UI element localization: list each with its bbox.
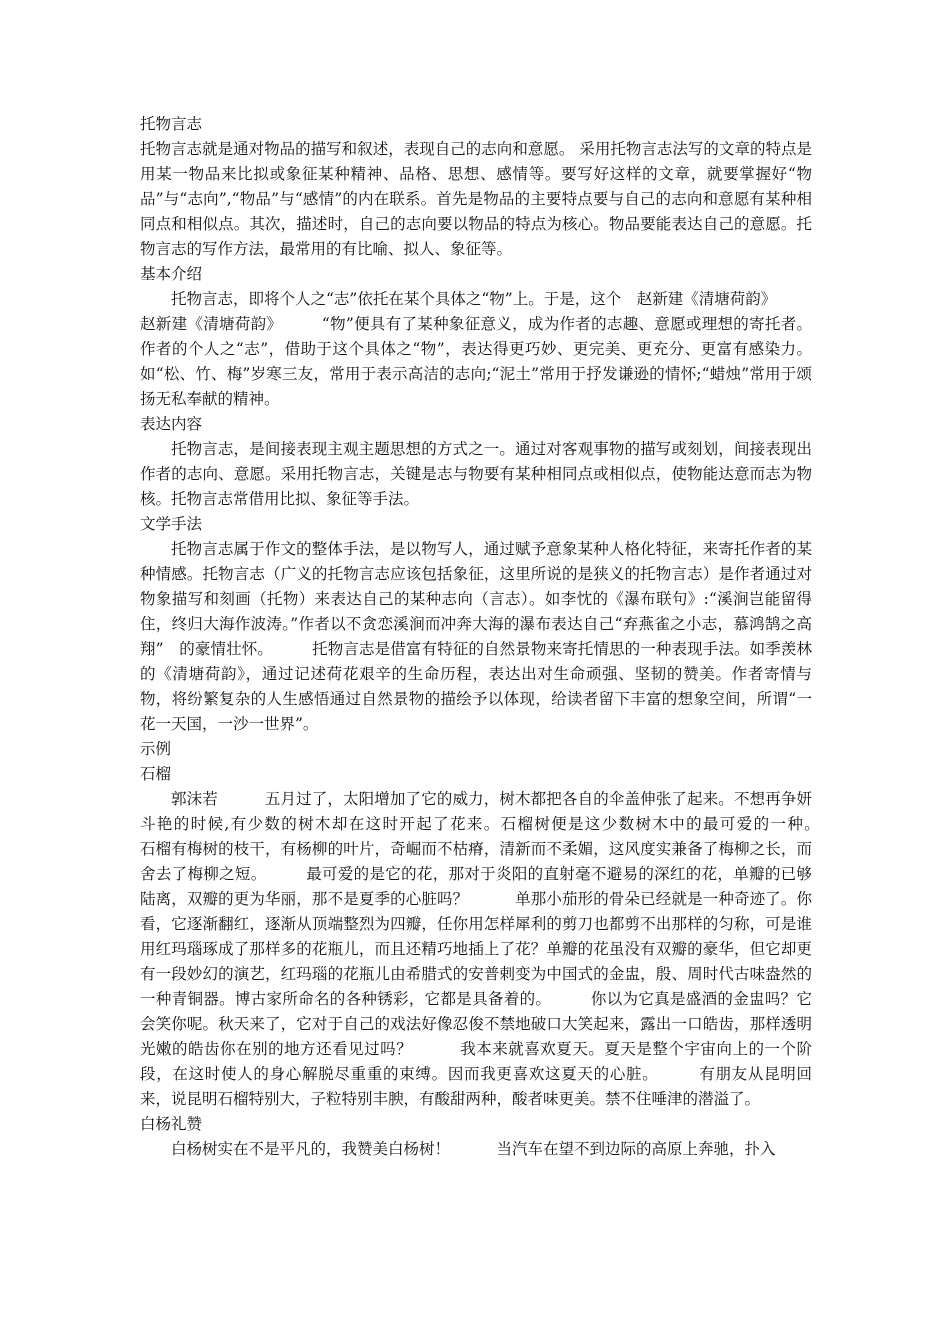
section-title-wenxue: 文学手法 [140,515,203,533]
section-body-baiyang: 白杨树实在不是平凡的，我赞美白杨树！ 当汽车在望不到边际的高原上奔驰，扑入 [171,1140,776,1158]
section-title-shili: 示例 [140,740,172,758]
section-title-biaoda: 表达内容 [140,415,203,433]
section-title-shiliu: 石榴 [140,765,172,783]
section-body-jiben: 托物言志，即将个人之“志”依托在某个具体之“物”上。于是，这个 赵新建《清塘荷韵》 [171,290,777,308]
section-title-jiben: 基本介绍 [140,265,203,283]
section-body-biaoda: 托物言志，是间接表现主观主题思想的方式之一。通过对客观事物的描写或刻划，间接表现出作者的志向、意愿。采用托物言志，关键是志与物要有某种相同点或相似点，使物能达意而志为物核。托物言志常借用比拟、象征等手法。 [140,440,812,508]
section-title-baiyang: 白杨礼赞 [140,1115,203,1133]
section-body-shiliu: 郭沫若 五月过了，太阳增加了它的威力，树木都把各自的伞盖伸张了起来。不想再争妍斗艳的时候,有少数的树木却在这时开起了花来。石榴树便是这少数树木中的最可爱的一种。 石榴有梅树的枝干，有杨柳的叶片，奇崛而不枯瘠，清新而不柔媚，这风度实兼备了梅柳之长，而舍去了梅柳之短。 最可爱的是它的花，那对于炎阳的直射毫不避易的深红的花，单瓣的已够陆离，双瓣的更为华丽，那不是夏季的心脏吗？ 单那小茄形的骨朵已经就是一种奇迹了。你看，它逐渐翻红，逐渐从顶端整烈为四瓣，任你用怎样犀利的剪刀也都剪不出那样的匀称，可是谁用红玛瑙琢成了那样多的花瓶儿，而且还精巧地插上了花？单瓣的花虽没有双瓣的豪华，但它却更有一段妙幻的演艺，红玛瑙的花瓶儿由希腊式的安普剌变为中国式的金盅，殷、周时代古味盎然的一种青铜器。博古家所命名的各种锈彩，它都是具备着的。 你以为它真是盛酒的金盅吗？它会笑你呢。秋天来了，它对于自己的戏法好像忍俊不禁地破口大笑起来，露出一口皓齿，那样透明光嫩的皓齿你在别的地方还看见过吗？ 我本来就喜欢夏天。夏天是整个宇宙向上的一个阶段，在这时使人的身心解脱尽重重的束缚。因而我更喜欢这夏天的心脏。 有朋友从昆明回来，说昆明石榴特别大，子粒特别丰腴，有酸甜两种，酸者味更美。禁不住唾津的潜溢了。 [140,790,859,1108]
document-page [140,112,859,1162]
section-body-tuowu: 托物言志就是通对物品的描写和叙述，表现自己的志向和意愿。 采用托物言志法写的文章的特点是用某一物品来比拟或象征某种精神、品格、思想、感情等。要写好这样的文章，就要掌握好“物品”与“志向”,“物品”与“感情”的内在联系。首先是物品的主要特点要与自己的志向和意愿有某种相同点和相似点。其次，描述时，自己的志向要以物品的特点为核心。物品要能表达自己的意愿。托物言志的写作方法，最常用的有比喻、拟人、象征等。 [140,140,812,258]
section-body-jiben-cont: 赵新建《清塘荷韵》 “物”便具有了某种象征意义，成为作者的志趣、意愿或理想的寄托者。作者的个人之“志”，借助于这个具体之“物”，表达得更巧妙、更完美、更充分、更富有感染力。如“松、竹、梅”岁寒三友，常用于表示高洁的志向;“泥土”常用于抒发谦逊的情怀;“蜡烛”常用于颂扬无私奉献的精神。 [140,315,812,408]
section-body-wenxue: 托物言志属于作文的整体手法，是以物写人，通过赋予意象某种人格化特征，来寄托作者的某种情感。托物言志（广义的托物言志应该包括象征，这里所说的是狭义的托物言志）是作者通过对物象描写和刻画（托物）来表达自己的某种志向（言志）。如李忱的《瀑布联句》:“溪涧岂能留得住，终归大海作波涛。”作者以不贪恋溪涧而冲奔大海的瀑布表达自己“弃燕雀之小志，慕鸿鹄之高翔” 的豪情壮怀。 托物言志是借富有特征的自然景物来寄托情思的一种表现手法。如季羡林的《清塘荷韵》，通过记述荷花艰辛的生命历程，表达出对生命顽强、坚韧的赞美。作者寄情与物，将纷繁复杂的人生感悟通过自然景物的描绘予以体现，给读者留下丰富的想象空间，所谓“一花一天国，一沙一世界”。 [140,540,812,733]
section-title-tuowu: 托物言志 [140,115,203,133]
